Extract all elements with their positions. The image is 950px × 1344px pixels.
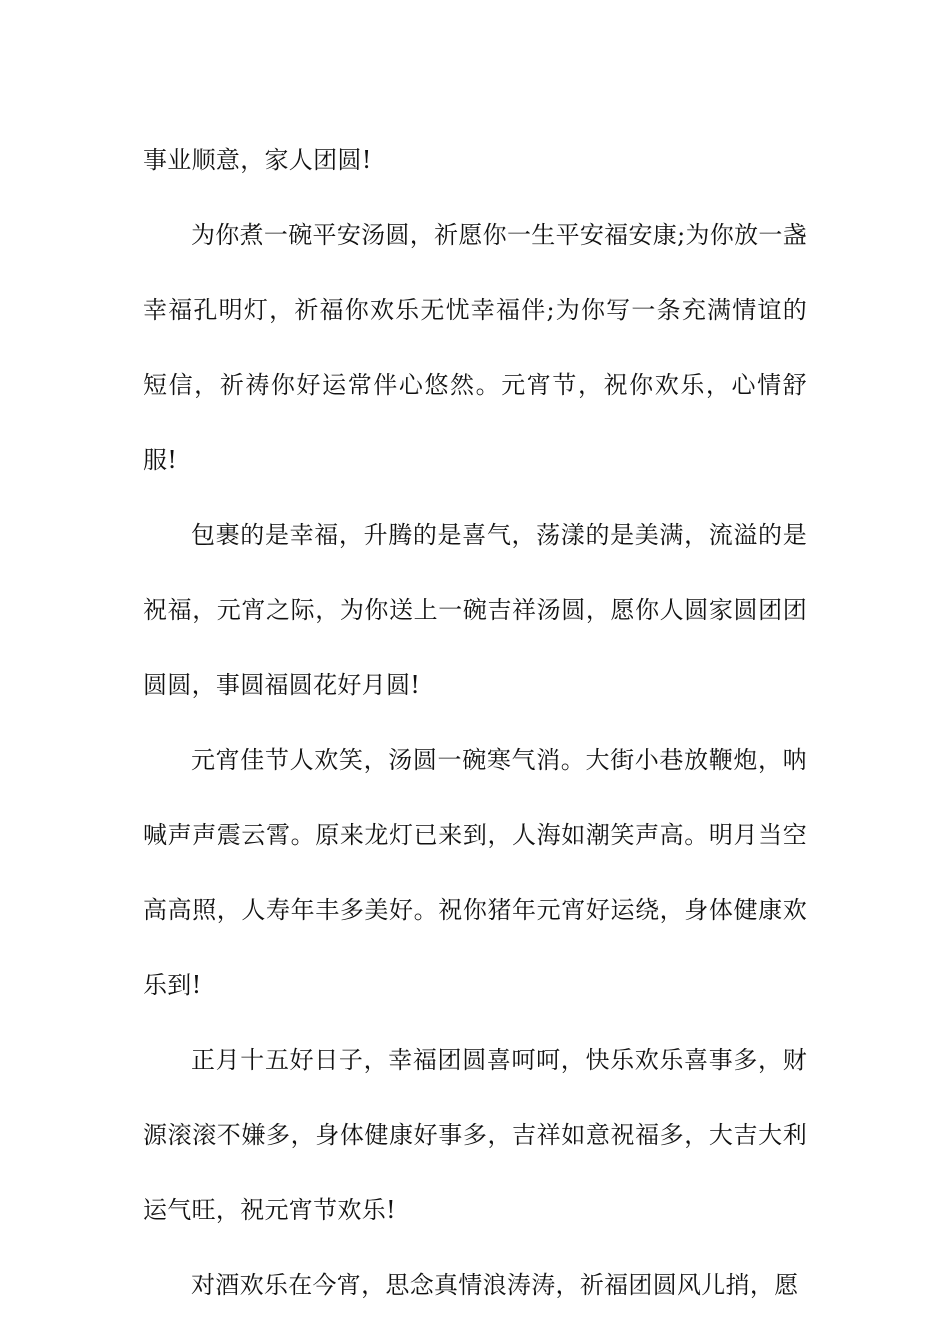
paragraph: 包裹的是幸福，升腾的是喜气，荡漾的是美满，流溢的是祝福，元宵之际，为你送上一碗吉祥汤圆，愿你人圆家圆团团圆圆，事圆福圆花好月圆! xyxy=(143,521,807,699)
paragraph: 为你煮一碗平安汤圆，祈愿你一生平安福安康;为你放一盏幸福孔明灯，祈福你欢乐无忧幸福伴;为你写一条充满情谊的短信，祈祷你好运常伴心悠然。元宵节，祝你欢乐，心情舒服! xyxy=(143,221,807,474)
paragraph: 正月十五好日子，幸福团圆喜呵呵，快乐欢乐喜事多，财源滚滚不嫌多，身体健康好事多，吉祥如意祝福多，大吉大利运气旺，祝元宵节欢乐! xyxy=(143,1046,807,1224)
paragraph: 元宵佳节人欢笑，汤圆一碗寒气消。大街小巷放鞭炮，呐喊声声震云霄。原来龙灯已来到，人海如潮笑声高。明月当空高高照，人寿年丰多美好。祝你猪年元宵好运绕，身体健康欢乐到! xyxy=(143,746,807,999)
document-body xyxy=(143,123,807,1323)
paragraph: 对酒欢乐在今宵，思念真情浪涛涛，祈福团圆风儿捎，愿 xyxy=(191,1271,799,1299)
paragraph-continuation: 事业顺意，家人团圆! xyxy=(143,146,372,174)
